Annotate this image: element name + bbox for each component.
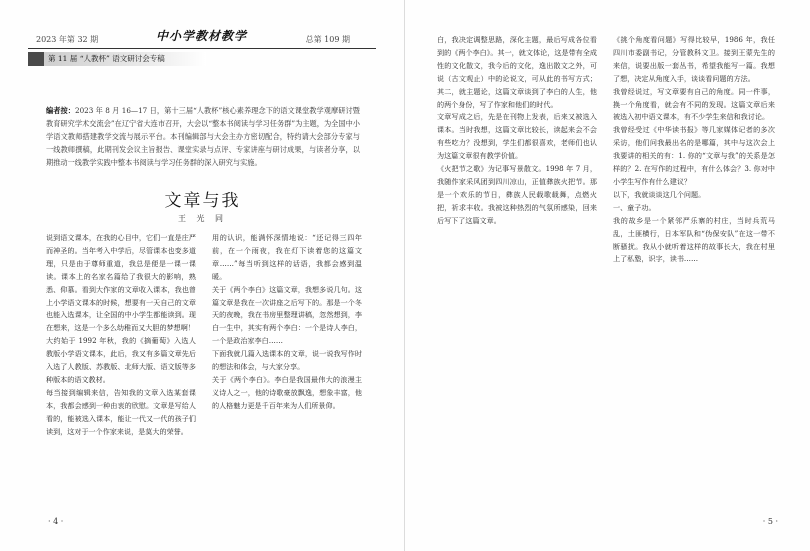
masthead-logo: 中小学教材教学: [156, 29, 248, 43]
body-column-1: 说到语文课本，在我的心目中，它们一直是庄严而神圣的。当年考入中学后，尽管课本也变多道理，只是由于尊师重道，我总是便是一课一课读。课本上的名家名篇给了我很大的影响，熟悉、仰慕。看到大作家的文章收入课本，我也曾上小学语文课本的时候，想要有一天自己的文章也能入选课本，让全国的中小学生都能读到。现在想来，这是一个多么幼稚而又大胆的梦想啊！ 大约始于 1992 年秋，我的《摘葡萄》入选人教版小学语文课本，此后，我又有多篇文章先后入选了人教版、苏教版、北师大版、语文版等多种版本的语文教材。 每当接到编辑来信，告知我的文章入选某套课本，我都会感到一种由衷的欣慰。文章是写给人看的，能被选入课本，能让一代又一代的孩子们读到，这对于一个作家来说，是莫大的荣誉。: [46, 233, 196, 436]
issue-number: 2023 年第 32 期: [36, 35, 99, 44]
body-column-2: 用的认识，能满怀深情地说：“还记得三四年前，在一个雨夜，我在灯下读着您的这篇文章……”每当听到这样的话语，我都会感到温暖。 关于《两个李白》这篇文章，我想多说几句。这篇文章是我在一次讲座之后写下的。那是一个冬天的夜晚，我在书房里整理讲稿，忽然想到，李白一生中，其实有两个李白：一个是诗人李白，一个是政治家李白…… 下面我就几篇入选课本的文章，说一说我写作时的想法和体会，与大家分享。 关于《两个李白》。李白是我国最伟大的浪漫主义诗人之一，他的诗歌豪放飘逸，想象丰富，他的人格魅力更是千百年来为人们所景仰。: [212, 233, 362, 410]
page-number: · 4 ·: [48, 517, 64, 526]
editor-note-label: 编者按：: [46, 106, 75, 115]
article-author: 王 光 同: [177, 214, 228, 223]
body-column-3: 白，我决定调整思路，深化主题，最后写成各位看到的《两个李白》。其一，就文体论，这是带有全成性的文化散文，我今后的文化，逸出散文之外，可说（古文观止）中的论说文，可从此的书写方式；其二，就主题论，这篇文章谈到了李白的人生，他的两个身份，写了作家和他们的时代。 文章写成之后，先是在刊物上发表，后来又被选入课本。当时我想，这篇文章比较长，读起来会不会有些吃力？没想到，学生们都很喜欢，老师们也认为这篇文章很有教学价值。 《火把节之歌》为记事写景散文。1998 年 7 月，我随作家采风团到四川凉山，正值彝族火把节。那是一个欢乐的节日，彝族人民载歌载舞，点燃火把，祈求丰收。我被这种热烈的气氛所感染，回来后写下了这篇文章。: [437, 35, 597, 225]
body-column-4: 《挑个角度看问题》写得比较早，1986 年，我任四川市委副书记，分管教科文卫。接到王蒙先生的来信，说要出版一套丛书，希望我能写一篇。我想了想，决定从角度入手，谈谈看问题的方法。 我曾经说过，写文章要有自己的角度。同一件事，换一个角度看，就会有不同的发现。这篇文章后来被选入初中语文课本，有不少学生来信和我讨论。 我曾经受过《中华读书报》等几家媒体记者的多次采访，他们问我最出名的是哪篇，其中与这次会上我要讲的相关的有：1. 你的“文章与我”的关系是怎样的？2. 在写作的过程中，有什么体会？3. 你对中小学生写作有什么建议？ 以下，我就谈谈这几个问题。 一、童子功。 我的故乡是一个紧邻严乐寨的村庄，当时兵荒马乱，土匪横行，日本军队和“伪保安队”在这一带不断骚扰。我从小就听着这样的故事长大，我在村里上了私塾，识字，读书……: [613, 35, 775, 264]
editor-note-text: 2023 年 8 月 16—17 日，第十三届“人教杯”核心素养理念下的语文课堂教学观摩研讨暨教育研究学术交流会”在辽宁省大连市召开，大会以“整本书阅读与学习任务群”为主题，为全国中小学语文教师搭建教学交流与展示平台。本刊编辑部与大会主办方密切配合，特约请大会部分专家与一线教师撰稿，此期刊发会议主旨报告、课堂实录与点评、专家讲座与研讨成果，与读者分享，以期推动一线教学实践中整本书阅读与学习任务群的深入研究与实施。: [46, 106, 360, 167]
article-title: 文章与我: [164, 191, 241, 211]
page-number: · 5 ·: [762, 517, 778, 526]
running-head: [24, 29, 380, 47]
total-issue-number: 总第 109 期: [305, 35, 350, 44]
header-rule: [28, 48, 376, 49]
section-banner: 第 11 届 “人教杯” 语文研讨会专稿: [28, 52, 206, 66]
right-page: [405, 0, 810, 551]
editor-note: [46, 104, 360, 169]
